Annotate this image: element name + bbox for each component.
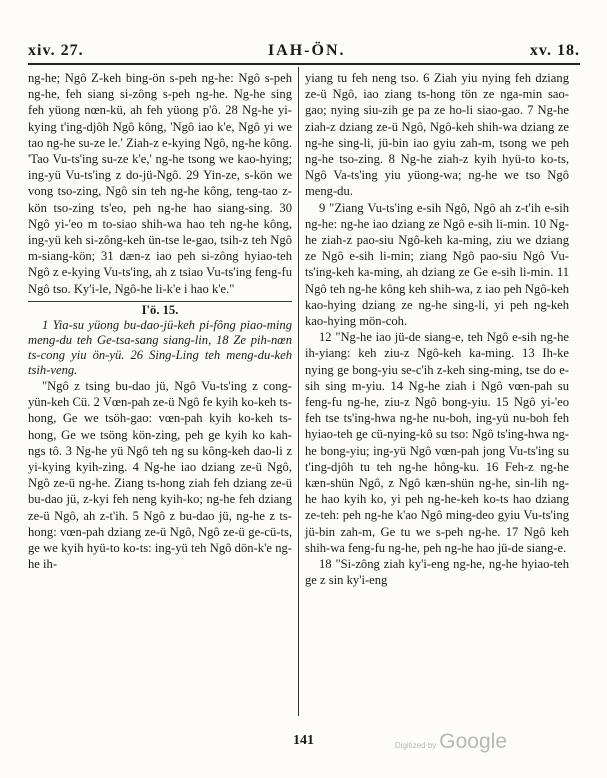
- right-column: [299, 67, 569, 716]
- chapter-heading: I'ö. 15.: [141, 302, 179, 317]
- running-header: [28, 42, 580, 65]
- verse-paragraph: "Ngô z tsing bu-dao jü, Ngô Vu-ts'ing z cong-yün-keh Cü. 2 Vœn-pah ze-ü Ngô fe kyih ko-keh ts-hong, Ge we tsöh-gao: vœn-pah kyih ko-keh ts-hong, Ge we tsöng kön-zing, peh ge kyih ko kah-ngs tô. 3 Ng-he yü Ngô teh ng su kông-keh dao-li z yi-kying kyih-zing. 4 Ng-he iao dziang ze-ü Ngô, Ngô ze-ü ng-he. Ziang ts-hong ziah feh dziang ze-ü bu-dao jü, z-kyi feh neng kyih-ko; ng-he feh dziang ze-ü Ngô, ah z-t'ih. 5 Ngô z bu-dao jü, ng-he z ts-hong: vœn-pah dziang ze-ü Ngô, Ngô ze-ü ge-cü-ts, ge we kyih hyü-to ko-ts: ing-yü teh Ngô dön-k'e ng-he ih-: [28, 379, 292, 572]
- verse-paragraph: 12 "Ng-he iao jü-de siang-e, teh Ngô e-sih ng-he ih-yiang: keh ziu-z Ngô-keh ka-ming. 13 Ih-ke nying ge bong-yiu se-c'ih z-keh sing-ming, tse do e-sih sing m-yiu. 14 Ng-he ziah i Ngô vœn-pah su feng-fu ng-he, ziu-z Ngô bong-yiu. 15 Ngô yi-'eo feh tse ts'ing-hwa ng-he nu-boh, ing-yü nu-boh feh hyiao-teh ge cü-nying-kô su tso: Ngô ts'ing-hwa ng-he bong-yiu; ing-yü Ngô vœn-pah jong Vu-ts'ing su t'ing-djôh tu teh ng-he hông-ku. 16 Feh-z ng-he kæn-shün Ngô, z Ngô kæn-shün ng-he, sin-lih ng-he hao kyih ko, yi peh ng-he-keh ko-ts hao dziang ze-teh: peh ng-he k'ao Ngô ming-deo gyiu Vu-ts'ing jü-bin zah-m, Ge tu we s-peh ng-he. 17 Ngô keh shih-wa feng-fu ng-he, peh ng-he hao jü-de siang-e.: [305, 330, 569, 555]
- verse-paragraph: yiang tu feh neng tso. 6 Ziah yiu nying feh dziang ze-ü Ngô, iao ziang ts-hong tön ze nga-min sao-gao; nying siu-zih ge pa ze ho-li siao-gao. 7 Ng-he ziah-z dziang ze-ü Ngô, Ngô-keh shih-wa dziang ze ng-he sing-li, jü-bin iao gyiu zah-m, tsong we peh ng-he tso-zing. 8 Ng-he ziah-z kyih hyü-to ko-ts, Ngô Va-ts'ing yiu yüong-wa; ng-he we tso Ngô meng-du.: [305, 71, 569, 199]
- verse-paragraph: 9 "Ziang Vu-ts'ing e-sih Ngô, Ngô ah z-t'ih e-sih ng-he: ng-he iao dziang ze Ngô e-sih li-min. 10 Ng-he ziah-z pao-siu Ngô-keh ka-ming, ziu we dziang ze Ngô e-sih li-min; ziang Ngô pao-siu Ngô Vu-ts'ing-keh ka-ming, ah dziang ze Ge e-sih li-min. 11 Ngô teh ng-he kông keh shih-wa, z iao peh Ngô-keh kao-hying dziang ze ng-he sing-li, yi peh ng-keh kao-hying mön-coh.: [305, 200, 569, 329]
- chapter-summary: 1 Yia-su yüong bu-dao-jü-keh pi-fông piao-ming meng-du teh Ge-tsa-sang siang-lin, 18 Ze pih-nœn ts-cong yiu ön-yü. 26 Sing-Ling teh meng-du-keh tsih-veng.: [28, 318, 292, 378]
- header-right-reference: xv. 18.: [529, 42, 580, 59]
- watermark-prefix: Digitized by: [394, 741, 437, 750]
- left-column: [28, 67, 299, 716]
- text-columns: [28, 67, 580, 716]
- header-left-reference: xiv. 27.: [28, 42, 84, 59]
- header-title: IAH-ÖN.: [267, 42, 346, 59]
- page-number: 141: [293, 733, 314, 748]
- google-logo: Google: [439, 730, 507, 753]
- verse-paragraph: 18 "Si-zông ziah ky'i-eng ng-he, ng-he hyiao-teh ge z sin ky'i-eng: [305, 557, 569, 588]
- digitized-watermark: [395, 730, 507, 754]
- bible-page: [28, 42, 580, 716]
- verse-paragraph: ng-he; Ngô Z-keh bing-ön s-peh ng-he: Ngô s-peh ng-he, feh siang si-zông s-peh ng-he. Ng-he sing feh yüong nœn-kü, ah feh yüong p'ô. 28 Ng-he yi-kying t'ing-djôh Ngô kông, 'Ngô iao k'e, Ngô yi we tao ng-he su-ze le.' Ziah-z e-kying Ngô, ng-he kông. 'Tao Vu-ts'ing su-ze k'e,' ng-he tsong we kao-hying; ing-yü Vu-ts'ing z do-jü-Ngô. 29 Yin-ze, s-kön we vong tso-zing, Ngô sin teh ng-he kông, teng-tao z-kön tso-zing ts'eo, peh ng-he hao siang-sing. 30 Ngô yi-'eo m to-siao shih-wa hao teh ng-he kông, ing-yü keh si-zông-keh ün-tse le-gao, tsih-z teh Ngô m-siang-kön; 31 dæn-z iao peh si-zông hyiao-teh Ngô z e-kying Vu-ts'ing, ah z tsiao Vu-ts'ing feng-fu Ngô tso. Ky'i-le, Ngô-he li-k'e i hao k'e.": [28, 71, 292, 296]
